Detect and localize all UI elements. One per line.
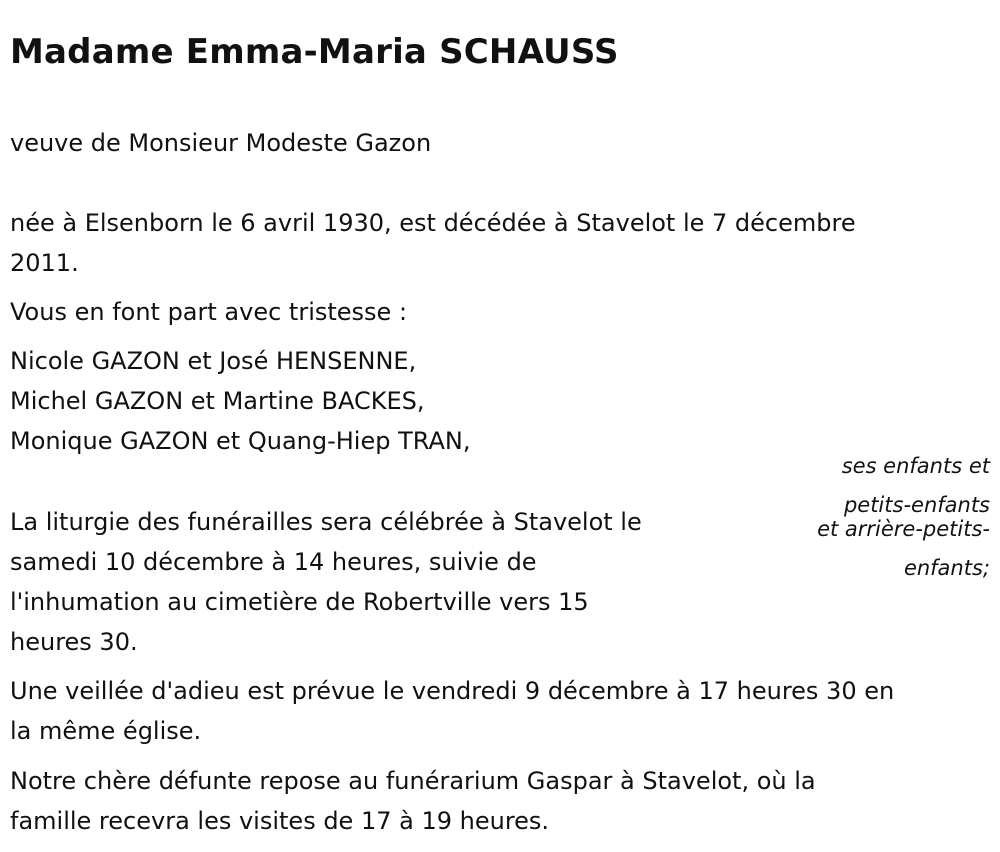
family-role-line: et arrière-petits- [817, 517, 990, 541]
widow-of-line: veuve de Monsieur Modeste Gazon [10, 129, 432, 157]
family-member: Monique GAZON et Quang-Hiep TRAN, [10, 427, 471, 455]
liturgy-line: l'inhumation au cimetière de Robertville vers 15 [10, 588, 589, 616]
birth-death-line: 2011. [10, 249, 79, 277]
funeral-home-line: Notre chère défunte repose au funérarium Gaspar à Stavelot, où la [10, 767, 816, 795]
announcement-intro: Vous en font part avec tristesse : [10, 298, 408, 326]
birth-death-line: née à Elsenborn le 6 avril 1930, est décédée à Stavelot le 7 décembre [10, 209, 856, 237]
liturgy-line: La liturgie des funérailles sera célébrée à Stavelot le [10, 508, 642, 536]
funeral-home-line: famille recevra les visites de 17 à 19 heures. [10, 807, 550, 835]
vigil-line: la même église. [10, 717, 202, 745]
liturgy-line: samedi 10 décembre à 14 heures, suivie de [10, 548, 537, 576]
family-role-line: ses enfants et [841, 454, 990, 478]
family-role-line: enfants; [903, 556, 990, 580]
family-member: Michel GAZON et Martine BACKES, [10, 387, 425, 415]
vigil-line: Une veillée d'adieu est prévue le vendredi 9 décembre à 17 heures 30 en [10, 677, 895, 705]
liturgy-line: heures 30. [10, 628, 138, 656]
family-member: Nicole GAZON et José HENSENNE, [10, 347, 417, 375]
family-role-line: petits-enfants [843, 493, 990, 517]
deceased-name: Madame Emma-Maria SCHAUSS [10, 32, 619, 72]
